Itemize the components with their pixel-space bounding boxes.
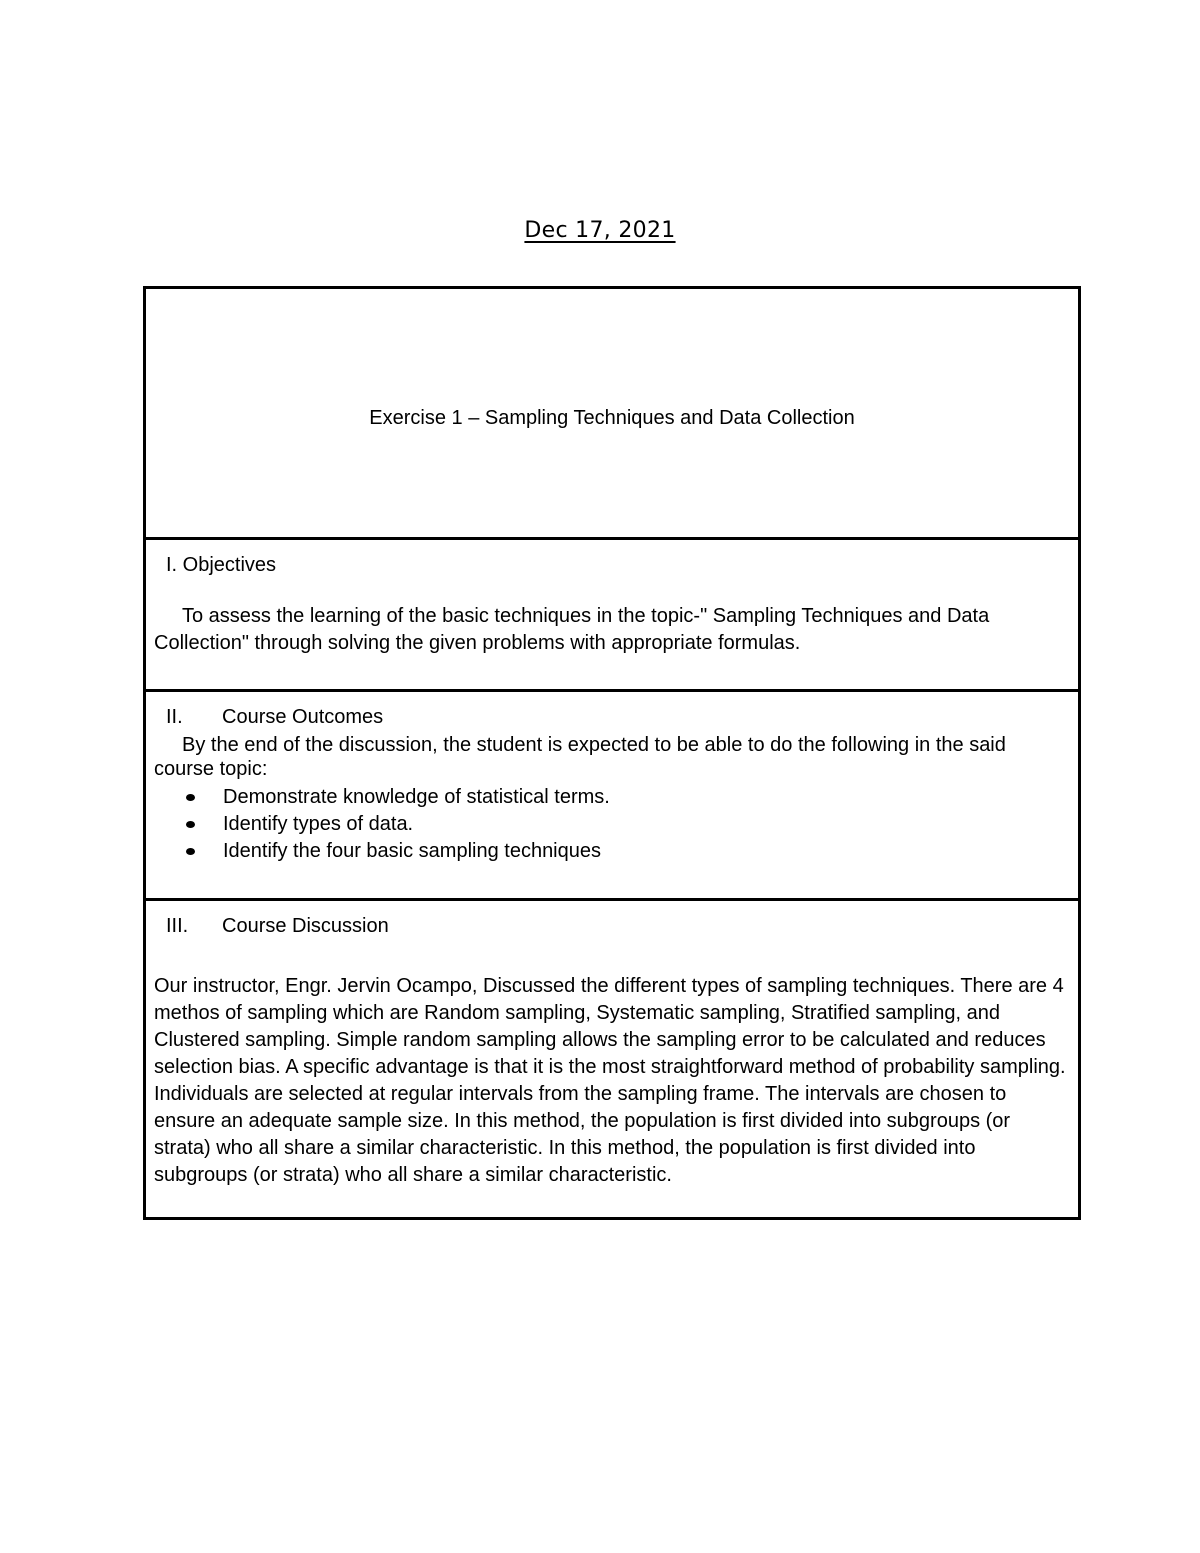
objectives-text: To assess the learning of the basic techniques in the topic-" Sampling Techniques and Data Collection" through solving the given problems with appropriate formulas. [154,605,990,654]
exercise-title: Exercise 1 – Sampling Techniques and Data Collection [369,407,855,429]
discussion-heading-number: III. [166,915,189,937]
outcomes-heading [166,706,383,729]
discussion-text: Our instructor, Engr. Jervin Ocampo, Discussed the different types of sampling techniques. There are 4 methos of sampling which are Random sampling, Systematic sampling, Stratified sampling, and Clustered sampling. Simple random sampling allows the sampling error to be calculated and reduces selection bias. A specific advantage is that it is the most straightforward method of probability sampling. Individuals are selected at regular intervals from the sampling frame. The intervals are chosen to ensure an adequate sample size. In this method, the population is first divided into subgroups (or strata) who all share a similar characteristic. In this method, the population is first divided into subgroups (or strata) who all share a similar characteristic. [154,975,1066,1186]
document-date: Dec 17, 2021 [524,218,676,243]
list-item-text: Identify the four basic sampling techniques [223,840,601,862]
list-item [186,784,610,811]
outcomes-intro: By the end of the discussion, the student is expected to be able to do the following in the said course topic: [154,734,1006,780]
outcomes-heading-number: II. [166,706,183,728]
exercise-table [143,286,1081,1220]
list-item [186,811,610,838]
objectives-row [146,540,1078,692]
outcomes-heading-label: Course Outcomes [222,706,384,728]
outcomes-list [186,784,610,865]
outcomes-row [146,692,1078,901]
list-item [186,838,610,865]
title-row [146,289,1078,540]
bullet-icon [186,794,195,801]
list-item-text: Identify types of data. [223,813,414,835]
discussion-row [146,901,1078,1217]
discussion-heading-label: Course Discussion [222,915,389,937]
list-item-text: Demonstrate knowledge of statistical terms. [223,786,610,808]
bullet-icon [186,821,195,828]
bullet-icon [186,848,195,855]
discussion-heading [166,915,389,938]
objectives-heading: I. Objectives [166,554,277,576]
